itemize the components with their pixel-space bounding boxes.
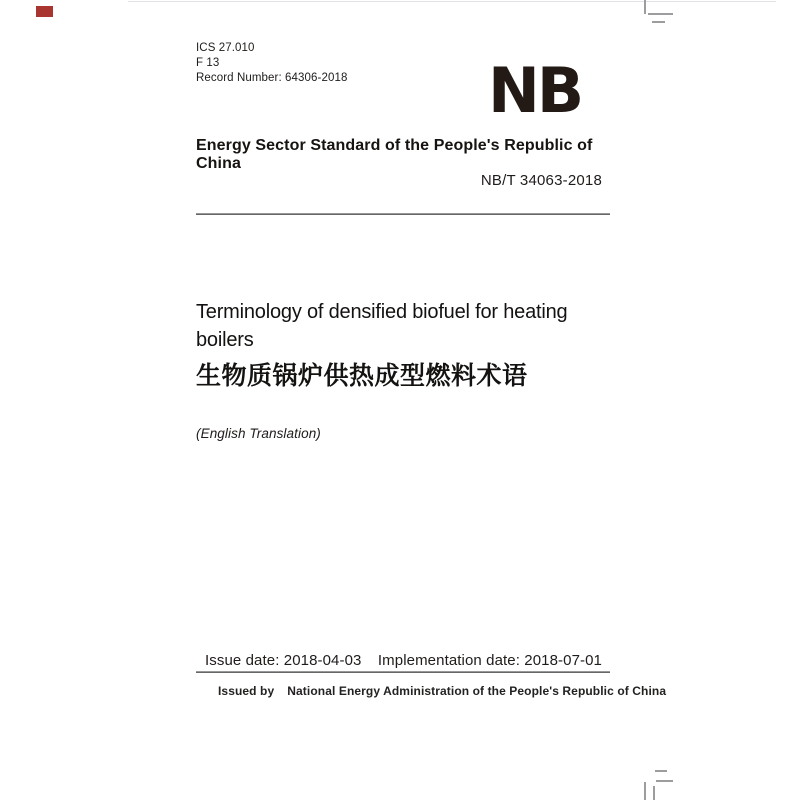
top-right-crop-mark xyxy=(644,0,646,14)
page-edge-line xyxy=(128,1,776,2)
bottom-right-crop-mark xyxy=(656,780,673,782)
translation-note: (English Translation) xyxy=(196,426,321,441)
nb-logo: NB xyxy=(488,54,582,127)
implementation-date: Implementation date: 2018-07-01 xyxy=(377,652,602,669)
issued-by-label: Issued by xyxy=(218,684,275,698)
red-registration-mark xyxy=(36,6,53,17)
dates-row xyxy=(196,652,610,669)
footer-divider-rule xyxy=(196,671,610,673)
title-english: Terminology of densified biofuel for heating boilers xyxy=(196,301,568,351)
record-number: Record Number: 64306-2018 xyxy=(196,72,348,84)
classification-code: F 13 xyxy=(196,57,220,69)
standard-designation: Energy Sector Standard of the People's Republic of China xyxy=(196,137,593,172)
top-right-crop-mark xyxy=(652,21,665,23)
bottom-right-crop-mark xyxy=(655,770,667,772)
issued-by-row xyxy=(218,684,666,698)
ics-code: ICS 27.010 xyxy=(196,42,255,54)
bottom-right-crop-mark xyxy=(653,786,655,800)
top-right-crop-mark xyxy=(648,13,673,15)
issued-by-name: National Energy Administration of the People's Republic of China xyxy=(287,684,667,698)
ics-meta-block xyxy=(196,41,347,86)
standard-code: NB/T 34063-2018 xyxy=(480,172,602,189)
issue-date: Issue date: 2018-04-03 xyxy=(205,652,362,669)
title-chinese: 生物质锅炉供热成型燃料术语 xyxy=(196,362,528,390)
bottom-right-crop-mark xyxy=(644,782,646,800)
header-divider-rule xyxy=(196,213,610,215)
